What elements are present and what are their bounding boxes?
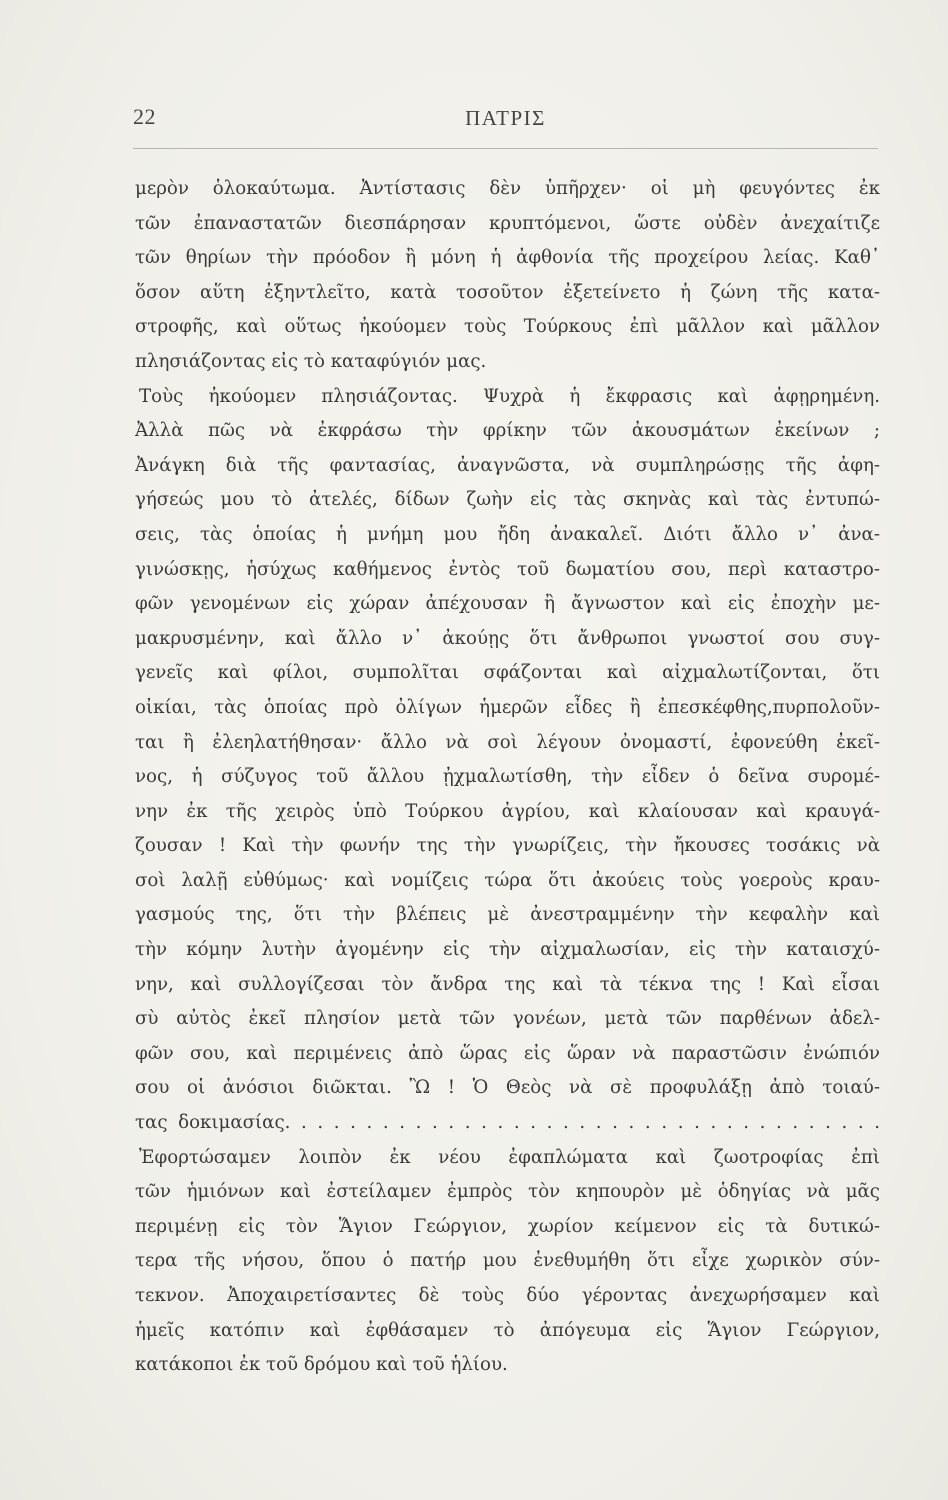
text-line: Ἐφορτώσαμεν λοιπὸν ἐκ νέου ἐφαπλώματα καὶ ζωοτροφίας ἐπὶ	[139, 1146, 880, 1168]
page-header	[133, 100, 878, 140]
text-line: νην ἐκ τῆς χειρὸς ὑπὸ Τούρκου ἀγρίου, καὶ κλαίουσαν καὶ κραυγά-	[135, 800, 880, 822]
text-line: τεκνον. Ἀποχαιρετίσαντες δὲ τοὺς δύο γέροντας ἀνεχωρήσαμεν καὶ	[135, 1285, 880, 1306]
text-line: νος, ἡ σύζυγος τοῦ ἄλλου ᾐχμαλωτίσθη, τὴν εἶδεν ὁ δεῖνα συρομέ-	[135, 766, 880, 788]
header-rule	[133, 148, 878, 149]
text-line: Τοὺς ἠκούομεν πλησιάζοντας. Ψυχρὰ ἡ ἔκφρασις καὶ ἀφῃρημένη.	[139, 385, 880, 407]
text-line: στροφῆς, καὶ οὕτως ἠκούομεν τοὺς Τούρκους ἐπὶ μᾶλλον καὶ μᾶλλον	[135, 316, 880, 338]
text-line: ται ἢ ἐλεηλατήθησαν· ἄλλο νὰ σοὶ λέγουν ὀνομαστί, ἐφονεύθη ἐκεῖ-	[135, 731, 880, 753]
text-line: ζουσαν ! Καὶ τὴν φωνήν της τὴν γνωρίζεις, τὴν ἤκουσες τοσάκις νὰ	[135, 835, 880, 857]
text-line: γήσεώς μου τὸ ἀτελές, δίδων ζωὴν εἰς τὰς σκηνὰς καὶ τὰς ἐντυπώ-	[135, 489, 880, 511]
text-line: νην, καὶ συλλογίζεσαι τὸν ἄνδρα της καὶ τὰ τέκνα της ! Καὶ εἶσαι	[135, 973, 880, 995]
text-line: περιμένῃ εἰς τὸν Ἅγιον Γεώργιον, χωρίον κείμενον εἰς τὰ δυτικώ-	[135, 1215, 880, 1237]
text-line: μερὸν ὁλοκαύτωμα. Ἀντίστασις δὲν ὑπῆρχεν· οἱ μὴ φευγόντες ἐκ	[135, 178, 880, 199]
text-line: πλησιάζοντας εἰς τὸ καταφύγιόν μας.	[135, 350, 487, 372]
text-line: σεις, τὰς ὁποίας ἡ μνήμη μου ἤδη ἀνακαλεῖ. Διότι ἄλλο ν᾽ ἀνα-	[135, 523, 880, 545]
text-line: τῶν θηρίων τὴν πρόοδον ἢ μόνη ἡ ἀφθονία τῆς προχείρου λείας. Καθ᾽	[135, 247, 880, 269]
text-line: κατάκοποι ἐκ τοῦ δρόμου καὶ τοῦ ἡλίου.	[135, 1354, 508, 1376]
text-line: σοὶ λαλῇ εὐθύμως· καὶ νομίζεις τώρα ὅτι ἀκούεις τοὺς γοεροὺς κραυ-	[135, 869, 880, 891]
page-number: 22	[133, 104, 156, 129]
body-text	[135, 172, 880, 1383]
text-line: ὅσον αὕτη ἐξηντλεῖτο, κατὰ τοσοῦτον ἐξετείνετο ἡ ζώνη τῆς κατα-	[135, 281, 880, 303]
text-line: Ἀνάγκη διὰ τῆς φαντασίας, ἀναγνῶστα, νὰ συμπληρώσῃς τῆς ἀφη-	[135, 454, 880, 476]
text-line: τὴν κόμην λυτὴν ἀγομένην εἰς τὴν αἰχμαλωσίαν, εἰς τὴν καταισχύ-	[135, 939, 880, 961]
text-line: τῶν ἡμιόνων καὶ ἐστείλαμεν ἐμπρὸς τὸν κηπουρὸν μὲ ὁδηγίας νὰ μᾶς	[135, 1181, 880, 1203]
text-line: μακρυσμένην, καὶ ἄλλο ν᾽ ἀκούῃς ὅτι ἄνθρωποι γνωστοί σου συγ-	[135, 627, 880, 649]
text-line: γασμούς της, ὅτι τὴν βλέπεις μὲ ἀνεστραμμένην τὴν κεφαλὴν καὶ	[135, 904, 880, 926]
text-line: οἰκίαι, τὰς ὁποίας πρὸ ὀλίγων ἡμερῶν εἶδες ἢ ἐπεσκέφθης,πυρπολοῦν-	[135, 696, 880, 718]
text-line: φῶν γενομένων εἰς χώραν ἀπέχουσαν ἢ ἄγνωστον καὶ εἰς ἐποχὴν με-	[135, 593, 880, 615]
text-line: σὺ αὐτὸς ἐκεῖ πλησίον μετὰ τῶν γονέων, μετὰ τῶν παρθένων ἀδελ-	[135, 1008, 880, 1030]
running-title: ΠΑΤΡΙΣ	[465, 106, 546, 130]
text-line: ἡμεῖς κατόπιν καὶ ἐφθάσαμεν τὸ ἀπόγευμα εἰς Ἅγιον Γεώργιον,	[135, 1319, 880, 1341]
text-line: σου οἱ ἀνόσιοι διῶκται. Ὢ ! Ὁ Θεὸς νὰ σὲ προφυλάξῃ ἀπὸ τοιαύ-	[135, 1077, 880, 1099]
text-line: γινώσκῃς, ἡσύχως καθήμενος ἐντὸς τοῦ δωματίου σου, περὶ καταστρο-	[135, 558, 880, 580]
text-line: τερα τῆς νήσου, ὅπου ὁ πατήρ μου ἐνεθυμήθη ὅτι εἶχε χωρικὸν σύν-	[135, 1250, 880, 1272]
text-line: τῶν ἐπαναστατῶν διεσπάρησαν κρυπτόμενοι, ὥστε οὐδὲν ἀνεχαίτιζε	[135, 212, 880, 234]
text-line: Ἀλλὰ πῶς νὰ ἐκφράσω τὴν φρίκην τῶν ἀκουσμάτων ἐκείνων ;	[135, 420, 880, 442]
text-line: φῶν σου, καὶ περιμένεις ἀπὸ ὥρας εἰς ὥραν νὰ παραστῶσιν ἐνώπιόν	[135, 1042, 880, 1064]
text-line: τας δοκιμασίας. . . . . . . . . . . . . . . . . . . . . . . . . . . . . . . . . . . . .	[135, 1112, 880, 1134]
text-line: γενεῖς καὶ φίλοι, συμπολῖται σφάζονται καὶ αἰχμαλωτίζονται, ὅτι	[135, 662, 880, 684]
